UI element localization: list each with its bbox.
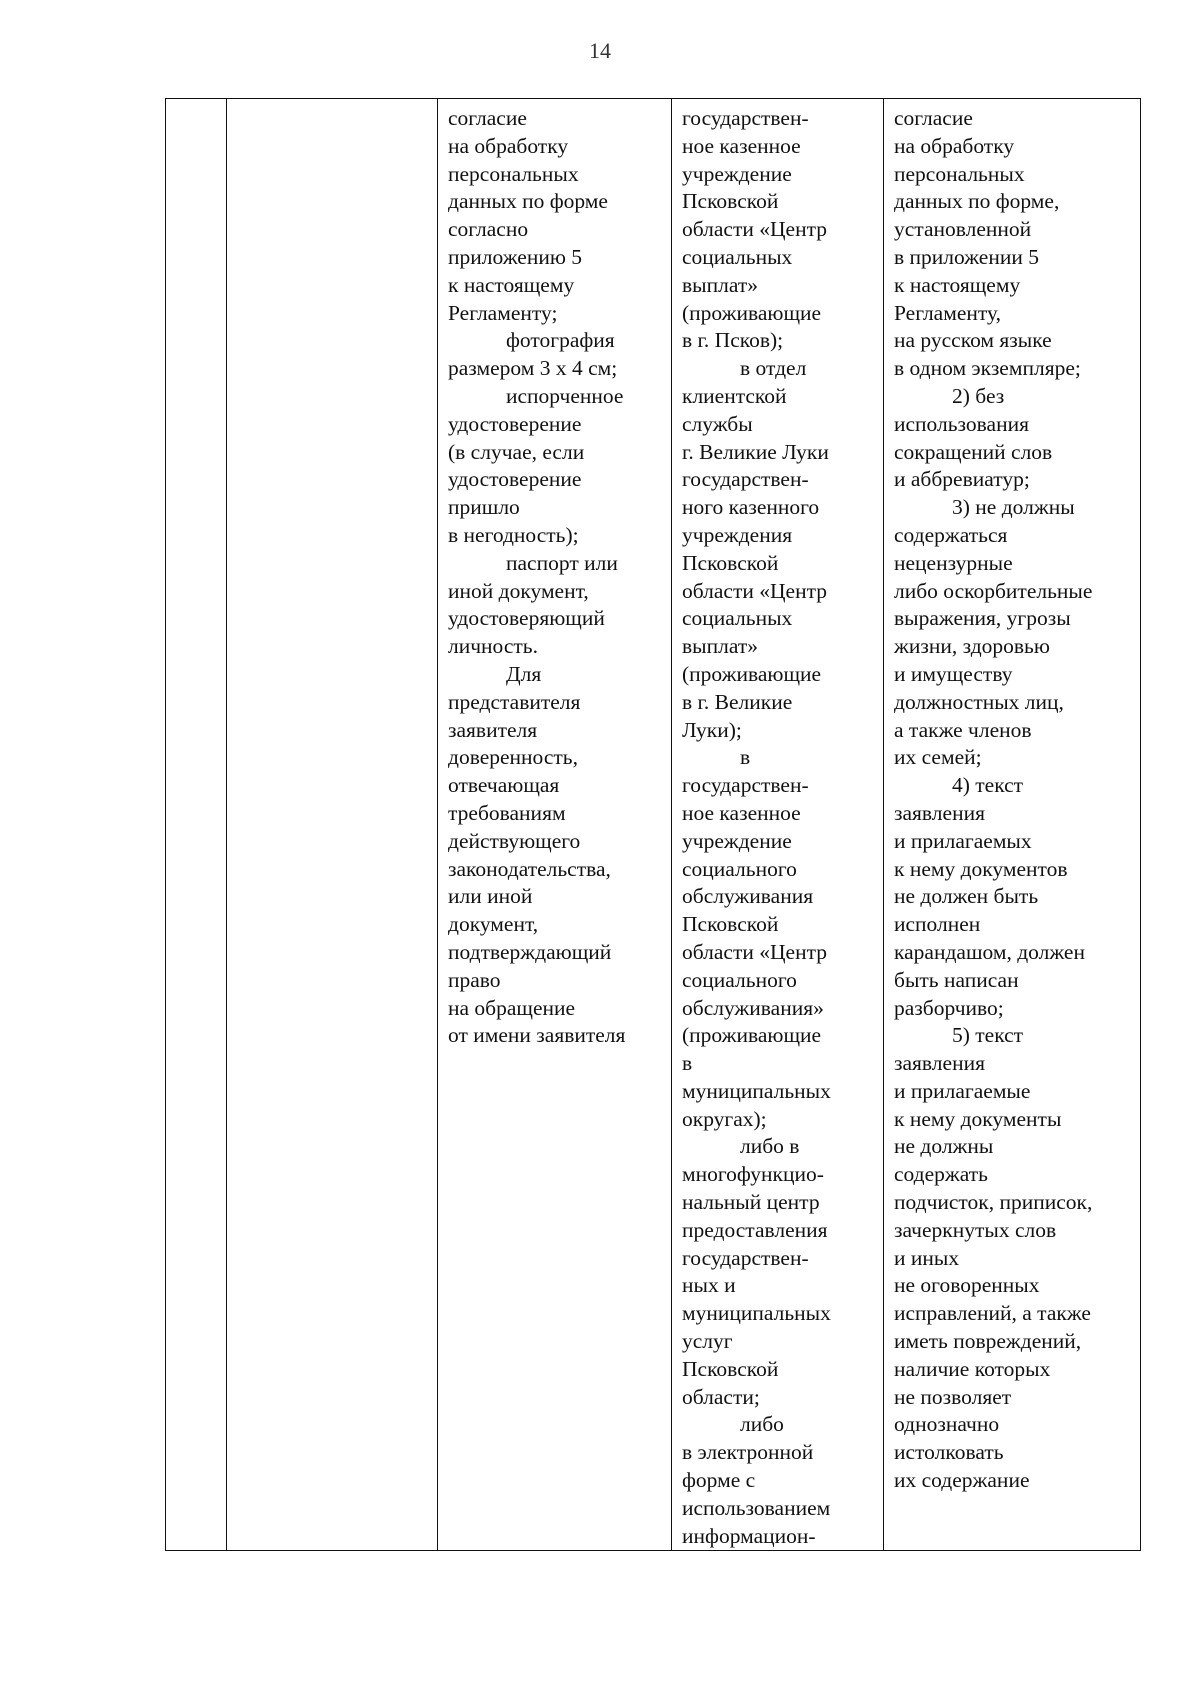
text-line: Регламенту, xyxy=(894,300,1001,325)
text-line: учреждение xyxy=(682,161,792,186)
text-line: пришло xyxy=(448,495,520,520)
text-line: Псковской xyxy=(682,189,779,214)
text-line: выплат» xyxy=(682,634,758,659)
text-line: карандашом, должен xyxy=(894,939,1085,964)
text-line: персональных xyxy=(448,161,579,186)
text-line: заявителя xyxy=(448,717,538,742)
text-line: государствен- xyxy=(682,1245,809,1270)
text-line: не позволяет xyxy=(894,1384,1012,1409)
text-line: не должен быть xyxy=(894,884,1039,909)
text-line: испорченное xyxy=(506,383,624,408)
text-line: нецензурные xyxy=(894,550,1013,575)
text-line: разборчиво; xyxy=(894,995,1004,1020)
text-line: требованиям xyxy=(448,800,566,825)
text-line: удостоверение xyxy=(448,411,582,436)
text-line: государствен- xyxy=(682,467,809,492)
text-line: исправлений, а также xyxy=(894,1301,1091,1326)
text-line: клиентской xyxy=(682,383,787,408)
text-line: отвечающая xyxy=(448,773,560,798)
text-line: либо оскорбительные xyxy=(894,578,1093,603)
text-line: согласно xyxy=(448,217,529,242)
text-line: их содержание xyxy=(894,1468,1030,1493)
cell-lines xyxy=(438,99,671,1050)
text-line: подтверждающий xyxy=(448,939,612,964)
text-line: согласие xyxy=(448,106,527,130)
text-line: на обработку xyxy=(448,133,569,158)
text-line: нальный центр xyxy=(682,1190,820,1215)
text-line: многофункцио- xyxy=(682,1162,824,1187)
text-line: содержаться xyxy=(894,522,1008,547)
table-cell-1 xyxy=(166,99,227,1551)
cell-lines xyxy=(227,99,437,105)
text-line: социальных xyxy=(682,606,793,631)
text-line: к нему документов xyxy=(894,856,1068,881)
text-line: в г. Великие xyxy=(682,689,793,714)
text-line: в приложении 5 xyxy=(894,244,1039,269)
text-line: и аббревиатур; xyxy=(894,467,1030,492)
text-line: зачеркнутых слов xyxy=(894,1217,1057,1242)
text-line: обслуживания» xyxy=(682,995,824,1020)
text-line: Для xyxy=(506,661,542,686)
text-line: 2) без xyxy=(952,383,1005,408)
text-line: 4) текст xyxy=(952,773,1024,798)
page-number: 14 xyxy=(589,38,611,63)
text-line: (проживающие xyxy=(682,661,822,686)
text-line: (проживающие xyxy=(682,1023,822,1048)
text-line: к настоящему xyxy=(448,272,575,297)
text-line: быть написан xyxy=(894,967,1019,992)
text-line: Псковской xyxy=(682,550,779,575)
text-line: Регламенту; xyxy=(448,300,558,325)
text-line: наличие которых xyxy=(894,1356,1051,1381)
text-line: и иных xyxy=(894,1245,960,1270)
text-line: размером 3 х 4 см; xyxy=(448,356,618,381)
text-line: учреждение xyxy=(682,828,792,853)
document-table xyxy=(165,98,1141,1551)
text-line: жизни, здоровью xyxy=(894,634,1050,659)
text-line: округах); xyxy=(682,1106,767,1131)
text-line: 5) текст xyxy=(952,1023,1024,1048)
text-line: к нему документы xyxy=(894,1106,1062,1131)
text-line: социальных xyxy=(682,244,793,269)
text-line: выплат» xyxy=(682,272,758,297)
text-line: либо в xyxy=(740,1134,800,1159)
text-line: либо xyxy=(740,1412,784,1437)
text-line: службы xyxy=(682,411,753,436)
text-line: выражения, угрозы xyxy=(894,606,1071,631)
text-line: информацион- xyxy=(682,1523,816,1548)
text-line: г. Великие Луки xyxy=(682,439,829,464)
cell-lines xyxy=(672,99,883,1550)
text-line: на обработку xyxy=(894,133,1015,158)
table-cell-3 xyxy=(438,99,672,1551)
text-line: иной документ, xyxy=(448,578,589,603)
text-line: муниципальных xyxy=(682,1078,831,1103)
text-line: в одном экземпляре; xyxy=(894,356,1081,381)
text-line: и имуществу xyxy=(894,661,1013,686)
text-line: в xyxy=(682,1051,693,1076)
text-line: в г. Псков); xyxy=(682,328,784,353)
text-line: доверенность, xyxy=(448,745,578,770)
text-line: (в случае, если xyxy=(448,439,585,464)
text-line: не должны xyxy=(894,1134,994,1159)
text-line: Луки); xyxy=(682,717,742,742)
text-line: фотография xyxy=(506,328,615,353)
text-line: сокращений слов xyxy=(894,439,1053,464)
text-line: социального xyxy=(682,856,797,881)
text-line: должностных лиц, xyxy=(894,689,1064,714)
text-line: в электронной xyxy=(682,1440,814,1465)
text-line: области «Центр xyxy=(682,578,827,603)
text-line: данных по форме xyxy=(448,189,608,214)
table-row xyxy=(166,99,1141,1551)
text-line: государствен- xyxy=(682,106,809,130)
text-line: согласие xyxy=(894,106,973,130)
text-line: учреждения xyxy=(682,522,793,547)
text-line: не оговоренных xyxy=(894,1273,1040,1298)
text-line: области «Центр xyxy=(682,217,827,242)
text-line: их семей; xyxy=(894,745,982,770)
text-line: а также членов xyxy=(894,717,1032,742)
text-line: обслуживания xyxy=(682,884,814,909)
text-line: персональных xyxy=(894,161,1025,186)
cell-lines xyxy=(884,99,1140,1495)
text-line: к настоящему xyxy=(894,272,1021,297)
text-line: Псковской xyxy=(682,912,779,937)
text-line: 3) не должны xyxy=(952,495,1075,520)
text-line: право xyxy=(448,967,501,992)
text-line: на русском языке xyxy=(894,328,1052,353)
text-line: установленной xyxy=(894,217,1032,242)
text-line: истолковать xyxy=(894,1440,1004,1465)
table-cell-4 xyxy=(672,99,884,1551)
text-line: в негодность); xyxy=(448,522,579,547)
text-line: подчисток, приписок, xyxy=(894,1190,1093,1215)
text-line: Псковской xyxy=(682,1356,779,1381)
text-line: услуг xyxy=(682,1329,733,1354)
text-line: удостоверение xyxy=(448,467,582,492)
text-line: форме с xyxy=(682,1468,756,1493)
text-line: ных и xyxy=(682,1273,736,1298)
text-line: представителя xyxy=(448,689,581,714)
text-line: предоставления xyxy=(682,1217,828,1242)
text-line: законодательства, xyxy=(448,856,611,881)
table-cell-2 xyxy=(227,99,438,1551)
text-line: в отдел xyxy=(740,356,807,381)
text-line: данных по форме, xyxy=(894,189,1060,214)
text-line: социального xyxy=(682,967,797,992)
text-line: заявления xyxy=(894,800,985,825)
text-line: документ, xyxy=(448,912,539,937)
text-line: на обращение xyxy=(448,995,576,1020)
text-line: ное казенное xyxy=(682,800,801,825)
text-line: в xyxy=(740,745,751,770)
text-line: личность. xyxy=(448,634,538,659)
text-line: использования xyxy=(894,411,1029,436)
text-line: ное казенное xyxy=(682,133,801,158)
text-line: муниципальных xyxy=(682,1301,831,1326)
text-line: исполнен xyxy=(894,912,981,937)
text-line: паспорт или xyxy=(506,550,618,575)
text-line: действующего xyxy=(448,828,581,853)
text-line: области «Центр xyxy=(682,939,827,964)
text-line: ного казенного xyxy=(682,495,820,520)
table-cell-5 xyxy=(884,99,1141,1551)
text-line: однозначно xyxy=(894,1412,1000,1437)
text-line: (проживающие xyxy=(682,300,822,325)
text-line: использованием xyxy=(682,1495,831,1520)
text-line: иметь повреждений, xyxy=(894,1329,1082,1354)
text-line: приложению 5 xyxy=(448,244,583,269)
text-line: области; xyxy=(682,1384,760,1409)
text-line: заявления xyxy=(894,1051,985,1076)
text-line: удостоверяющий xyxy=(448,606,605,631)
cell-lines xyxy=(166,99,226,105)
text-line: и прилагаемые xyxy=(894,1078,1031,1103)
text-line: от имени заявителя xyxy=(448,1023,626,1048)
text-line: содержать xyxy=(894,1162,988,1187)
text-line: или иной xyxy=(448,884,533,909)
text-line: государствен- xyxy=(682,773,809,798)
text-line: и прилагаемых xyxy=(894,828,1032,853)
